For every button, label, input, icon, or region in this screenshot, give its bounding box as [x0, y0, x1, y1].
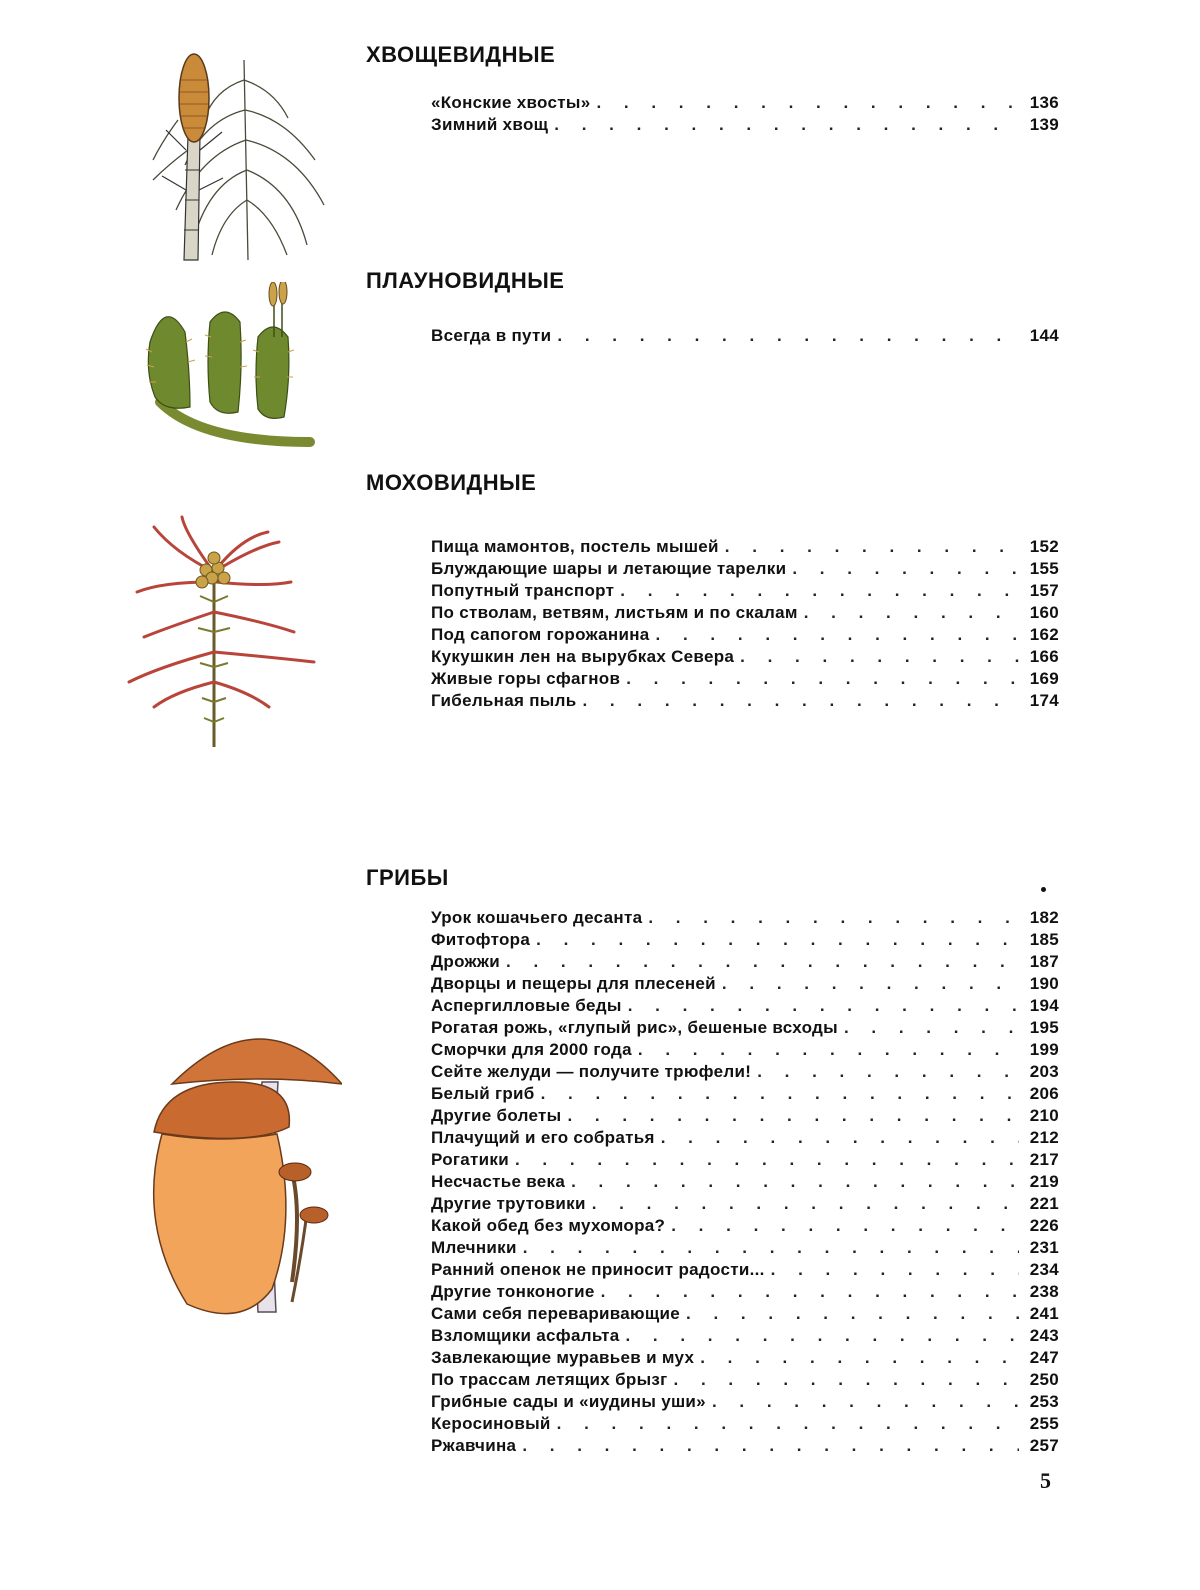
toc-entry[interactable]: [431, 668, 1059, 690]
toc-entry-title: По стволам, ветвям, листьям и по скалам: [431, 603, 798, 622]
page-number: 5: [1040, 1468, 1051, 1493]
toc-entry-title: Гибельная пыль: [431, 691, 577, 710]
moss-illustration: [122, 512, 322, 757]
toc-entry-title: Другие тонконогие: [431, 1282, 595, 1301]
toc-entry-title: Ржавчина: [431, 1436, 517, 1455]
toc-list: [431, 325, 1059, 347]
toc-entry[interactable]: [431, 973, 1059, 995]
toc-entry[interactable]: [431, 1017, 1059, 1039]
toc-entry[interactable]: [431, 1435, 1059, 1457]
toc-entry-page: 190: [1029, 974, 1059, 993]
toc-entry-title: Несчастье века: [431, 1172, 566, 1191]
toc-entry-title: Зимний хвощ: [431, 115, 549, 134]
toc-entry[interactable]: [431, 1325, 1059, 1347]
toc-entry-page: 217: [1029, 1150, 1059, 1169]
toc-entry-page: 210: [1029, 1106, 1059, 1125]
toc-entry-title: Плачущий и его собратья: [431, 1128, 655, 1147]
dot-leader: [792, 558, 1019, 580]
toc-entry[interactable]: [431, 1105, 1059, 1127]
toc-entry-page: 174: [1029, 691, 1059, 710]
toc-entry[interactable]: [431, 1193, 1059, 1215]
toc-entry-title: Живые горы сфагнов: [431, 669, 621, 688]
toc-entry-page: 234: [1029, 1260, 1059, 1279]
toc-entry-page: 139: [1029, 115, 1059, 134]
toc-entry[interactable]: [431, 580, 1059, 602]
toc-entry[interactable]: [431, 1083, 1059, 1105]
dot-leader: [625, 1325, 1019, 1347]
toc-entry-page: 157: [1029, 581, 1059, 600]
dot-leader: [536, 929, 1019, 951]
section-heading: ПЛАУНОВИДНЫЕ: [366, 268, 565, 293]
toc-entry-page: 243: [1029, 1326, 1059, 1345]
toc-entry-page: 238: [1029, 1282, 1059, 1301]
toc-entry-title: Белый гриб: [431, 1084, 535, 1103]
dot-leader: [674, 1369, 1019, 1391]
dot-leader: [725, 536, 1019, 558]
dot-leader: [740, 646, 1019, 668]
toc-entry-title: По трассам летящих брызг: [431, 1370, 668, 1389]
toc-list: [431, 536, 1059, 712]
horsetail-illustration: [148, 40, 328, 267]
toc-entry-page: 195: [1029, 1018, 1059, 1037]
toc-entry-page: 160: [1029, 603, 1059, 622]
toc-entry-page: 155: [1029, 559, 1059, 578]
toc-entry-title: Блуждающие шары и летающие тарелки: [431, 559, 787, 578]
toc-entry-title: Керосиновый: [431, 1414, 551, 1433]
toc-entry-page: 194: [1029, 996, 1059, 1015]
dot-leader: [541, 1083, 1019, 1105]
toc-entry[interactable]: [431, 624, 1059, 646]
section-heading: ГРИБЫ: [366, 865, 449, 890]
dot-leader: [648, 907, 1019, 929]
toc-entry-title: Рогатики: [431, 1150, 509, 1169]
toc-entry[interactable]: [431, 1347, 1059, 1369]
toc-entry-title: Млечники: [431, 1238, 517, 1257]
toc-entry-page: 152: [1029, 537, 1059, 556]
toc-entry-title: Урок кошачьего десанта: [431, 908, 643, 927]
toc-entry[interactable]: [431, 951, 1059, 973]
toc-entry[interactable]: [431, 1413, 1059, 1435]
toc-entry[interactable]: [431, 907, 1059, 929]
dot-leader: [712, 1391, 1019, 1413]
toc-entry-title: Завлекающие муравьев и мух: [431, 1348, 695, 1367]
toc-entry-title: Грибные сады и «иудины уши»: [431, 1392, 706, 1411]
dot-leader: [567, 1105, 1019, 1127]
dot-leader: [686, 1303, 1019, 1325]
toc-entry-title: Какой обед без мухомора?: [431, 1216, 666, 1235]
toc-entry-page: 206: [1029, 1084, 1059, 1103]
toc-entry-title: Другие болеты: [431, 1106, 562, 1125]
toc-entry-title: Всегда в пути: [431, 326, 552, 345]
dot-leader: [638, 1039, 1019, 1061]
stray-dot: [1041, 887, 1046, 892]
toc-entry-title: Рогатая рожь, «глупый рис», бешеные всходы: [431, 1018, 838, 1037]
toc-entry-page: 136: [1029, 93, 1059, 112]
dot-leader: [506, 951, 1019, 973]
dot-leader: [722, 973, 1019, 995]
toc-entry-page: 182: [1029, 908, 1059, 927]
toc-entry[interactable]: [431, 1127, 1059, 1149]
toc-entry[interactable]: [431, 92, 1059, 114]
toc-entry[interactable]: [431, 1391, 1059, 1413]
toc-entry-page: 253: [1029, 1392, 1059, 1411]
toc-entry-title: Сморчки для 2000 года: [431, 1040, 632, 1059]
toc-entry[interactable]: [431, 1171, 1059, 1193]
dot-leader: [582, 690, 1019, 712]
dot-leader: [523, 1237, 1019, 1259]
toc-entry-page: 169: [1029, 669, 1059, 688]
toc-entry-title: Взломщики асфальта: [431, 1326, 620, 1345]
toc-entry[interactable]: [431, 1149, 1059, 1171]
section-heading: МОХОВИДНЫЕ: [366, 470, 537, 495]
toc-entry-page: 185: [1029, 930, 1059, 949]
section-heading: ХВОЩЕВИДНЫЕ: [366, 42, 556, 67]
dot-leader: [661, 1127, 1019, 1149]
toc-entry-page: 241: [1029, 1304, 1059, 1323]
dot-leader: [626, 668, 1019, 690]
toc-entry-title: Кукушкин лен на вырубках Севера: [431, 647, 735, 666]
toc-entry-title: Дрожжи: [431, 952, 501, 971]
dot-leader: [515, 1149, 1019, 1171]
toc-entry[interactable]: [431, 1237, 1059, 1259]
toc-entry-title: Другие трутовики: [431, 1194, 586, 1213]
toc-entry-page: 144: [1029, 326, 1059, 345]
toc-entry-page: 187: [1029, 952, 1059, 971]
toc-entry-title: Дворцы и пещеры для плесеней: [431, 974, 716, 993]
toc-entry-page: 219: [1029, 1172, 1059, 1191]
toc-entry-page: 250: [1029, 1370, 1059, 1389]
toc-list: [431, 92, 1059, 136]
dot-leader: [700, 1347, 1019, 1369]
toc-entry[interactable]: [431, 325, 1059, 347]
toc-entry-page: 199: [1029, 1040, 1059, 1059]
dot-leader: [557, 325, 1019, 347]
dot-leader: [522, 1435, 1019, 1457]
dot-leader: [628, 995, 1019, 1017]
toc-entry-page: 231: [1029, 1238, 1059, 1257]
dot-leader: [757, 1061, 1019, 1083]
toc-entry[interactable]: [431, 114, 1059, 136]
toc-entry-title: Ранний опенок не приносит радости...: [431, 1260, 765, 1279]
toc-entry[interactable]: [431, 1061, 1059, 1083]
toc-entry-page: 257: [1029, 1436, 1059, 1455]
toc-entry[interactable]: [431, 1259, 1059, 1281]
toc-entry[interactable]: [431, 536, 1059, 558]
toc-entry-title: Фитофтора: [431, 930, 531, 949]
toc-entry-page: 221: [1029, 1194, 1059, 1213]
dot-leader: [656, 624, 1019, 646]
dot-leader: [844, 1017, 1019, 1039]
toc-entry-page: 226: [1029, 1216, 1059, 1235]
toc-entry-title: «Конские хвосты»: [431, 93, 591, 112]
dot-leader: [601, 1281, 1019, 1303]
toc-entry[interactable]: [431, 929, 1059, 951]
dot-leader: [596, 92, 1019, 114]
toc-entry-page: 203: [1029, 1062, 1059, 1081]
toc-entry[interactable]: [431, 1281, 1059, 1303]
toc-entry-title: Сами себя переваривающие: [431, 1304, 681, 1323]
toc-entry[interactable]: [431, 558, 1059, 580]
toc-entry[interactable]: [431, 1369, 1059, 1391]
dot-leader: [592, 1193, 1019, 1215]
toc-entry[interactable]: [431, 1303, 1059, 1325]
toc-entry[interactable]: [431, 602, 1059, 624]
toc-entry-title: Попутный транспорт: [431, 581, 615, 600]
dot-leader: [571, 1171, 1019, 1193]
toc-entry-page: 166: [1029, 647, 1059, 666]
toc-entry[interactable]: [431, 995, 1059, 1017]
toc-entry-page: 255: [1029, 1414, 1059, 1433]
dot-leader: [557, 1413, 1019, 1435]
toc-entry-page: 247: [1029, 1348, 1059, 1367]
toc-entry-title: Сейте желуди — получите трюфели!: [431, 1062, 752, 1081]
mushrooms-illustration: [132, 1022, 342, 1327]
dot-leader: [804, 602, 1019, 624]
dot-leader: [671, 1215, 1019, 1237]
toc-entry-title: Пища мамонтов, постель мышей: [431, 537, 719, 556]
toc-entry[interactable]: [431, 690, 1059, 712]
toc-entry-page: 212: [1029, 1128, 1059, 1147]
dot-leader: [620, 580, 1019, 602]
toc-entry-title: Под сапогом горожанина: [431, 625, 650, 644]
toc-entry[interactable]: [431, 1039, 1059, 1061]
clubmoss-illustration: [140, 282, 320, 462]
dot-leader: [771, 1259, 1019, 1281]
dot-leader: [554, 114, 1019, 136]
toc-entry-title: Аспергилловые беды: [431, 996, 622, 1015]
toc-list: [431, 907, 1059, 1457]
toc-entry[interactable]: [431, 646, 1059, 668]
toc-entry-page: 162: [1029, 625, 1059, 644]
toc-entry[interactable]: [431, 1215, 1059, 1237]
